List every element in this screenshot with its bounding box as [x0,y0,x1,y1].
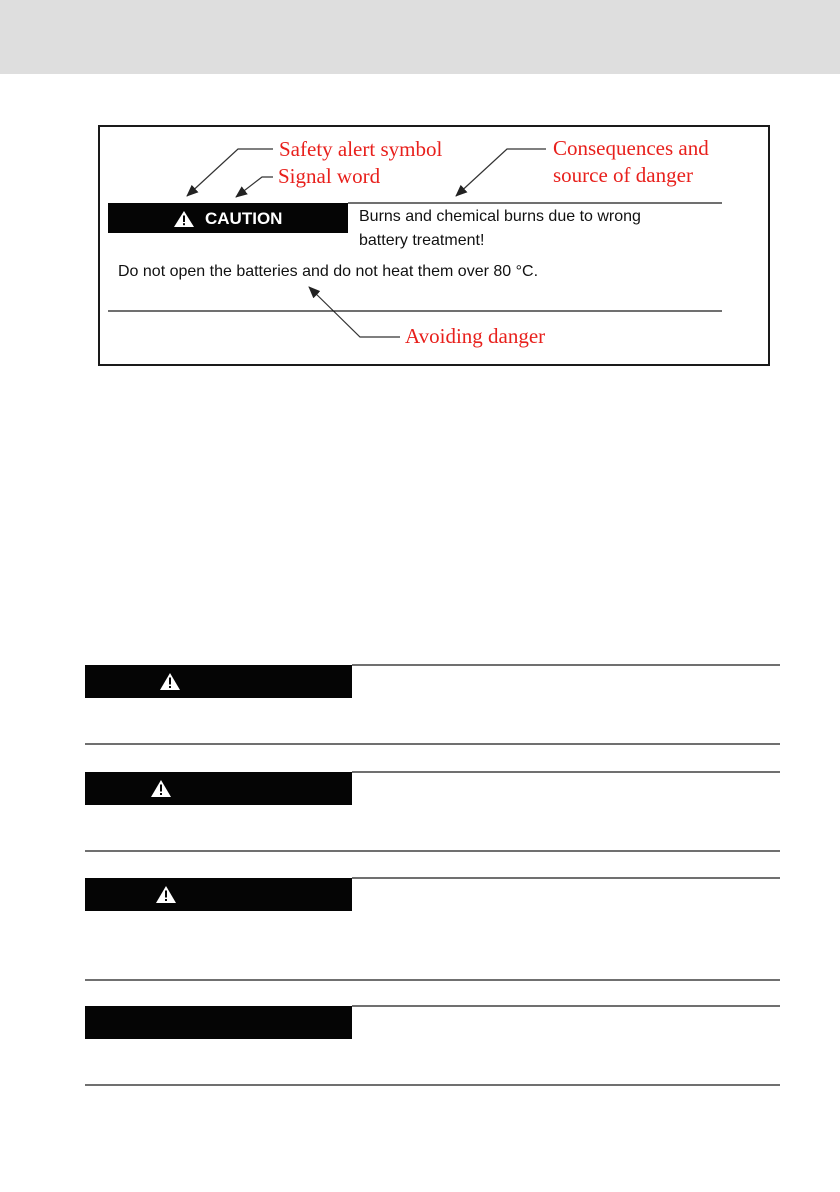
annotation-consequences-line1: Consequences and [553,136,709,160]
signal-block-1 [85,665,780,744]
signal-bar [85,1006,352,1039]
arrow-safety-alert-symbol [187,149,273,196]
signal-bar [85,665,352,698]
annotation-signal-word: Signal word [278,164,381,188]
hazard-line-1: Burns and chemical burns due to wrong [359,208,641,225]
instruction-text: Do not open the batteries and do not heat them over 80 °C. [118,263,539,280]
signal-block-2 [85,772,780,851]
signal-bar [85,772,352,805]
signal-bar [85,878,352,911]
annotation-safety-alert-symbol: Safety alert symbol [279,137,443,161]
signal-word-text: CAUTION [205,209,283,228]
arrow-avoiding-danger [309,287,400,337]
annotation-consequences-line2: source of danger [553,163,693,187]
annotation-avoiding-danger: Avoiding danger [405,324,546,348]
arrow-consequences [456,149,546,196]
hazard-line-2: battery treatment! [359,232,485,249]
signal-block-3 [85,878,780,980]
signal-block-4 [85,1006,780,1085]
arrow-signal-word [236,177,273,197]
